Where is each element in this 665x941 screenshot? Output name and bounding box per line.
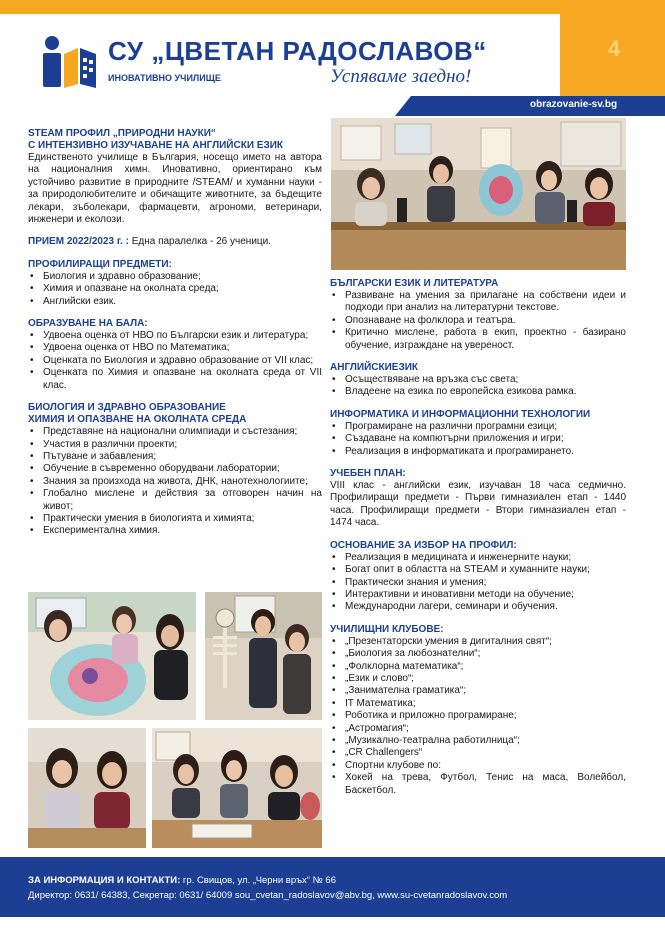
list-item: • Оценката по Химия и опазване на околната среда от VII клас. [28, 367, 322, 392]
biology-list [28, 426, 322, 538]
header-top-band [0, 0, 665, 14]
english-list [330, 374, 626, 399]
biology-title-line2: ХИМИЯ И ОПАЗВАНЕ НА ОКОЛНАТА СРЕДА [28, 414, 247, 426]
photo-cell-model [28, 592, 196, 720]
curriculum-text: VIII клас - английски език, изучаван 18 часа седмично. Профилиращи предмети - Първи гимназиален етап - 1440 часа. Профилиращи предмети - Втори гимназиален етап - 1474 часа. [330, 480, 626, 529]
footer-address: гр. Свищов, ул. „Черни връх“ № 66 [180, 875, 337, 886]
list-item: • Критично мислене, работа в екип, проектно - базирано обучение, изграждане на увереност. [330, 327, 626, 352]
footer-address-line [28, 875, 336, 886]
list-item: • Международни лагери, семинари и обучения. [330, 601, 626, 613]
footer-contacts[interactable]: Директор: 0631/ 64383, Секретар: 0631/ 64009 sou_cvetan_radoslavov@abv.bg, www.su-cvetanradoslavov.com [28, 890, 508, 901]
list-item: • Биология и здравно образование; [28, 271, 322, 283]
list-item: • „Език и слово“; [330, 673, 626, 685]
scoring-title: ОБРАЗУВАНЕ НА БАЛА: [28, 318, 148, 330]
list-item: • Участия в различни проекти; [28, 439, 322, 451]
curriculum-title: УЧЕБЕН ПЛАН: [330, 468, 406, 480]
list-item: • Програмиране на различни програмни езици; [330, 421, 626, 433]
list-item: • „Биология за любознателни“; [330, 648, 626, 660]
list-item: • Реализация в медицината и инженерните науки; [330, 552, 626, 564]
list-item: • Интерактивни и иновативни методи на обучение; [330, 589, 626, 601]
clubs-list [330, 636, 626, 797]
admission-section [28, 236, 322, 248]
list-item: • Знания за произхода на живота, ДНК, нанотехнологиите; [28, 476, 322, 488]
it-list [330, 421, 626, 458]
school-logo-icon [40, 34, 98, 90]
biology-section [28, 402, 322, 538]
bulgarian-title: БЪЛГАРСКИ ЕЗИК И ЛИТЕРАТУРА [330, 278, 499, 289]
curriculum-section [330, 468, 626, 530]
list-item: • IT Математика; [330, 698, 626, 710]
list-item: • „Занимателна граматика“; [330, 685, 626, 697]
admission-text: Една паралелка - 26 ученици. [128, 236, 271, 248]
intro-text: Единственото училище в България, носещо името на автора на националния химн. Иновативно, ориентирано към устойчиво развитие в природните /STEAM/ и хуманни науки - за природолюбителите и обичащите животните, за бъдещите лекари, зъболекари, фармацевти, агрономи, ветеринари, инженери и еколози. [28, 152, 322, 226]
contact-footer [0, 857, 665, 917]
intro-title-line2: С ИНТЕНЗИВНО ИЗУЧАВАНЕ НА АНГЛИЙСКИ ЕЗИК [28, 140, 284, 151]
list-item: • Експериментална химия. [28, 525, 322, 537]
list-item: • Удвоена оценка от НВО по Български език и литература; [28, 330, 322, 342]
it-section [330, 409, 626, 458]
list-item: • Пътуване и забавления; [28, 451, 322, 463]
english-section [330, 362, 626, 399]
profiling-section [28, 259, 322, 308]
list-item: • Обучение в съвременно оборудвани лаборатории; [28, 463, 322, 475]
list-item: • Реализация в информатиката и програмирането. [330, 446, 626, 458]
list-item: • Осъществяване на връзка със света; [330, 374, 626, 386]
website-link[interactable]: obrazovanie-sv.bg [530, 99, 618, 110]
list-item: • Химия и опазване на околната среда; [28, 283, 322, 295]
footer-label: ЗА ИНФОРМАЦИЯ И КОНТАКТИ: [28, 875, 181, 886]
profiling-title: ПРОФИЛИРАЩИ ПРЕДМЕТИ: [28, 258, 172, 270]
list-item: • Английски език. [28, 296, 322, 308]
photo-skeleton-teacher [205, 592, 322, 720]
clubs-title: УЧИЛИЩНИ КЛУБОВЕ: [330, 623, 444, 635]
clubs-section [330, 624, 626, 797]
list-item: • Богат опит в областта на STEAM и хуманните науки; [330, 564, 626, 576]
school-name: СУ „ЦВЕТАН РАДОСЛАВОВ“ [108, 36, 487, 66]
reasons-section [330, 540, 626, 614]
list-item: • Владеене на езика по европейска езикова рамка. [330, 386, 626, 398]
scoring-list [28, 330, 322, 392]
list-item: • Практически знания и умения; [330, 577, 626, 589]
list-item: • Спортни клубове по: [330, 760, 626, 772]
photo-students-heart-model [152, 728, 322, 848]
list-item: • Практически умения в биологията и химията; [28, 513, 322, 525]
list-item: • „Музикално-театрална работилница“; [330, 735, 626, 747]
list-item: • Създаване на компютърни приложения и игри; [330, 433, 626, 445]
list-item: • Представяне на национални олимпиади и състезания; [28, 426, 322, 438]
reasons-title: ОСНОВАНИЕ ЗА ИЗБОР НА ПРОФИЛ: [330, 539, 517, 551]
list-item: • „Фолклорна математика“; [330, 661, 626, 673]
list-item: • Удвоена оценка от НВО по Математика; [28, 342, 322, 354]
admission-label: ПРИЕМ 2022/2023 г. : [28, 236, 129, 248]
profiling-list [28, 271, 322, 308]
intro-section [28, 128, 322, 226]
bulgarian-section [330, 278, 626, 352]
school-slogan: Успяваме заедно! [330, 66, 472, 87]
reasons-list [330, 552, 626, 614]
list-item: • Глобално мислене и действия за отговорен начин на живот; [28, 488, 322, 513]
list-item: • Развиване на умения за прилагане на собствени идеи и подходи при анализ на литературни текстове. [330, 290, 626, 315]
it-title: ИНФОРМАТИКА И ИНФОРМАЦИОННИ ТЕХНОЛОГИИ [330, 408, 591, 420]
left-column [28, 128, 322, 548]
list-item: • „CR Challengers“ [330, 747, 626, 759]
list-item: • „Презентаторски умения в дигиталния свят“; [330, 636, 626, 648]
list-item: • Хокей на трева, Футбол, Тенис на маса, Волейбол, Баскетбол. [330, 772, 626, 797]
right-column [330, 278, 626, 807]
school-subtitle: ИНОВАТИВНО УЧИЛИЩЕ [108, 73, 221, 83]
bulgarian-list [330, 290, 626, 352]
list-item: • Оценката по Биология и здравно образование от VII клас; [28, 355, 322, 367]
photo-students-microscopes [331, 118, 626, 270]
scoring-section [28, 318, 322, 392]
list-item: • „Астромагия“; [330, 723, 626, 735]
page-header [0, 0, 665, 118]
english-title: АНГЛИЙСКИЕЗИК [330, 362, 418, 374]
list-item: • Опознаване на фолклора и театъра. [330, 315, 626, 327]
page-number: 4 [608, 36, 621, 61]
biology-title-line1: БИОЛОГИЯ И ЗДРАВНО ОБРАЗОВАНИЕ [28, 402, 226, 414]
intro-title-line1: STEAM ПРОФИЛ „ПРИРОДНИ НАУКИ“ [28, 128, 216, 139]
list-item: • Роботика и приложно програмиране; [330, 710, 626, 722]
photo-students-left-desk [28, 728, 146, 848]
